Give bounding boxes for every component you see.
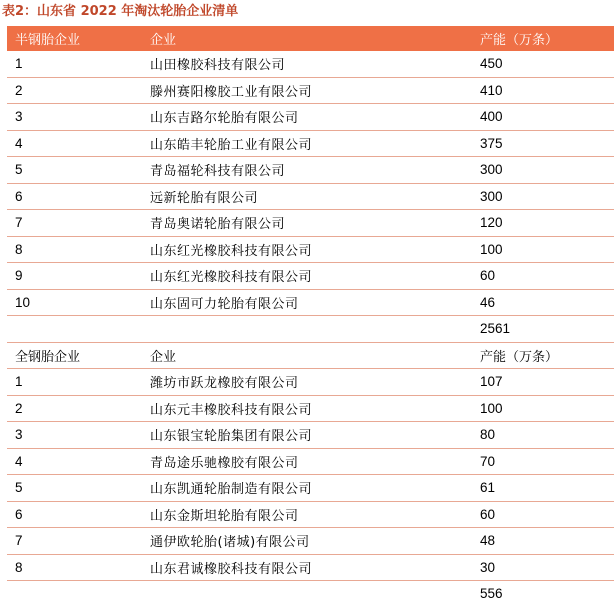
total-capacity: 2561: [472, 316, 614, 343]
row-index: 1: [7, 51, 142, 77]
header-capacity: 产能（万条）: [472, 342, 614, 369]
row-index: 6: [7, 183, 142, 210]
capacity-value: 100: [472, 395, 614, 422]
company-name: 山东固可力轮胎有限公司: [142, 289, 472, 316]
header-company: 企业: [142, 26, 472, 51]
company-name: 山田橡胶科技有限公司: [142, 51, 472, 77]
capacity-value: 30: [472, 554, 614, 581]
company-name: 青岛福轮科技有限公司: [142, 157, 472, 184]
capacity-value: 80: [472, 422, 614, 449]
capacity-value: 300: [472, 183, 614, 210]
total-row-semi-steel: [7, 316, 614, 343]
capacity-value: 400: [472, 104, 614, 131]
capacity-value: 46: [472, 289, 614, 316]
capacity-value: 100: [472, 236, 614, 263]
table-row: [7, 554, 614, 581]
table-row: [7, 130, 614, 157]
company-name: 山东红光橡胶科技有限公司: [142, 263, 472, 290]
row-index: 4: [7, 130, 142, 157]
row-index: 2: [7, 77, 142, 104]
company-name: 青岛途乐驰橡胶有限公司: [142, 448, 472, 475]
table-row: [7, 528, 614, 555]
empty-cell: [142, 581, 472, 607]
capacity-value: 70: [472, 448, 614, 475]
row-index: 4: [7, 448, 142, 475]
total-capacity: 556: [480, 586, 503, 602]
header-category: 半钢胎企业: [7, 26, 142, 51]
row-index: 6: [7, 501, 142, 528]
company-name: 滕州赛阳橡胶工业有限公司: [142, 77, 472, 104]
capacity-value: 48: [472, 528, 614, 555]
table-row: [7, 210, 614, 237]
table-row: [7, 77, 614, 104]
header-category: 全钢胎企业: [7, 342, 142, 369]
row-index: 8: [7, 236, 142, 263]
table-row: [7, 501, 614, 528]
total-row-all-steel: [7, 581, 614, 607]
table-row: [7, 104, 614, 131]
tire-company-table: [7, 26, 614, 607]
table-row: [7, 289, 614, 316]
company-name: 山东吉路尔轮胎有限公司: [142, 104, 472, 131]
table-row: [7, 422, 614, 449]
table-row: [7, 157, 614, 184]
row-index: 1: [7, 369, 142, 396]
table-row: [7, 236, 614, 263]
company-name: 山东元丰橡胶科技有限公司: [142, 395, 472, 422]
company-name: 山东红光橡胶科技有限公司: [142, 236, 472, 263]
table-row: [7, 475, 614, 502]
table-body: [7, 26, 614, 607]
company-name: 山东金斯坦轮胎有限公司: [142, 501, 472, 528]
capacity-value: 60: [472, 263, 614, 290]
capacity-value: 61: [472, 475, 614, 502]
table-row: [7, 369, 614, 396]
company-name: 潍坊市跃龙橡胶有限公司: [142, 369, 472, 396]
table-row: [7, 51, 614, 77]
capacity-value: 107: [472, 369, 614, 396]
row-index: 7: [7, 210, 142, 237]
empty-cell: [7, 316, 142, 343]
capacity-value: 300: [472, 157, 614, 184]
empty-cell: [7, 581, 142, 607]
row-index: 10: [7, 289, 142, 316]
capacity-value: 120: [472, 210, 614, 237]
header-row-all-steel: [7, 342, 614, 369]
capacity-value: 375: [472, 130, 614, 157]
table-row: [7, 448, 614, 475]
header-company: 企业: [142, 342, 472, 369]
row-index: 2: [7, 395, 142, 422]
table-row: [7, 183, 614, 210]
capacity-value: 450: [472, 51, 614, 77]
header-row-semi-steel: [7, 26, 614, 51]
row-index: 7: [7, 528, 142, 555]
row-index: 3: [7, 422, 142, 449]
company-name: 青岛奥诺轮胎有限公司: [142, 210, 472, 237]
company-name: 远新轮胎有限公司: [142, 183, 472, 210]
table-title: 表2：山东省 2022 年淘汰轮胎企业清单: [2, 4, 239, 19]
company-name: 山东银宝轮胎集团有限公司: [142, 422, 472, 449]
company-name: 山东凯通轮胎制造有限公司: [142, 475, 472, 502]
row-index: 8: [7, 554, 142, 581]
table-row: [7, 263, 614, 290]
empty-cell: [142, 316, 472, 343]
company-name: 通伊欧轮胎(诸城)有限公司: [142, 528, 472, 555]
table-row: [7, 395, 614, 422]
row-index: 5: [7, 475, 142, 502]
company-name: 山东皓丰轮胎工业有限公司: [142, 130, 472, 157]
capacity-value: 60: [472, 501, 614, 528]
header-capacity: 产能（万条）: [472, 26, 614, 51]
capacity-value: 410: [472, 77, 614, 104]
company-name: 山东君诚橡胶科技有限公司: [142, 554, 472, 581]
row-index: 9: [7, 263, 142, 290]
row-index: 5: [7, 157, 142, 184]
row-index: 3: [7, 104, 142, 131]
